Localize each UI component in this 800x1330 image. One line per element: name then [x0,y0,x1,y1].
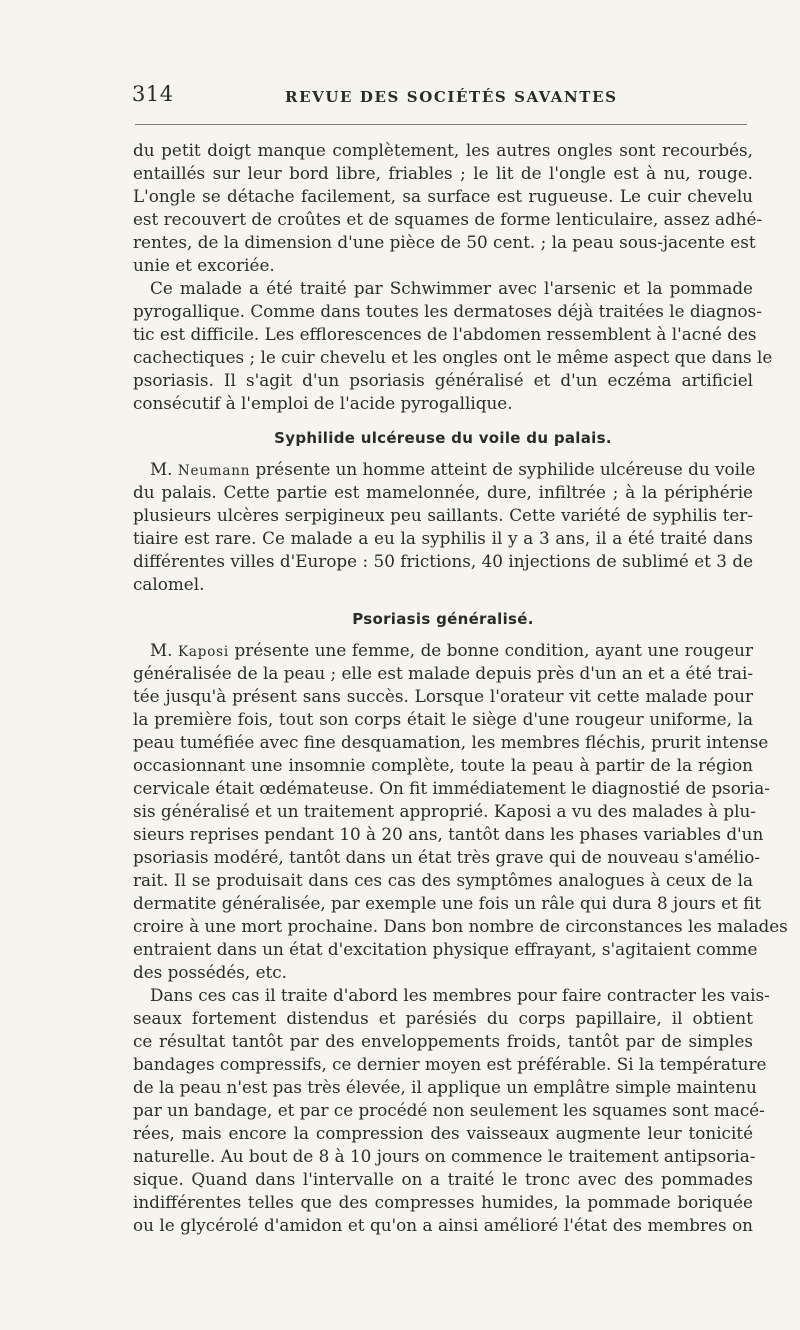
text-line: entraient dans un état d'excitation physique effrayant, s'agitaient comme [133,939,758,959]
text-line: croire à une mort prochaine. Dans bon nombre de circonstances les malades [133,916,788,936]
text-line: L'ongle se détache facilement, sa surface est rugueuse. Le cuir chevelu [133,186,753,206]
text-line: ou le glycérolé d'amidon et qu'on a ainsi amélioré l'état des membres on [133,1215,753,1235]
text-line: consécutif à l'emploi de l'acide pyrogallique. [133,393,513,413]
text-line: du petit doigt manque complètement, les autres ongles sont recourbés, [133,140,753,160]
text-line: dermatite généralisée, par exemple une fois un râle qui dura 8 jours et fit [133,893,762,913]
text-line: Dans ces cas il traite d'abord les membres pour faire contracter les vais- [150,985,770,1005]
text-line: Ce malade a été traité par Schwimmer avec l'arsenic et la pommade [150,278,753,298]
text-line: pyrogallique. Comme dans toutes les dermatoses déjà traitées le diagnos- [133,301,762,321]
text-rest: présente une femme, de bonne condition, ayant une rougeur [229,640,754,660]
text-line: ce résultat tantôt par des enveloppements froids, tantôt par de simples [133,1031,753,1051]
text-line: psoriasis modéré, tantôt dans un état très grave qui de nouveau s'amélio- [133,847,761,867]
header-rule [135,124,747,125]
text-line: naturelle. Au bout de 8 à 10 jours on commence le traitement antipsoria- [133,1146,756,1166]
running-title: REVUE DES SOCIÉTÉS SAVANTES [285,88,618,106]
text-line: rées, mais encore la compression des vaisseaux augmente leur tonicité [133,1123,753,1143]
text-line: peau tuméfiée avec fine desquamation, les membres fléchis, prurit intense [133,732,769,752]
text-line: psoriasis. Il s'agit d'un psoriasis généralisé et d'un eczéma artificiel [133,370,753,390]
text-rest: présente un homme atteint de syphilide ulcéreuse du voile [250,459,756,479]
text-line: différentes villes d'Europe : 50 frictions, 40 injections de sublimé et 3 de [133,551,753,571]
page-number: 314 [132,82,174,106]
text-line: par un bandage, et par ce procédé non seulement les squames sont macé- [133,1100,765,1120]
body-text [133,139,788,1237]
text-line: sis généralisé et un traitement approprié. Kaposi a vu des malades à plu- [133,801,756,821]
text-line-first [133,458,756,481]
text-prefix: M. [150,640,179,660]
text-line-first [133,639,753,662]
text-line: seaux fortement distendus et parésiés du corps papillaire, il obtient [133,1008,753,1028]
text-line: occasionnant une insomnie complète, toute la peau à partir de la région [133,755,753,775]
text-line: bandages compressifs, ce dernier moyen est préférable. Si la température [133,1054,767,1074]
text-line: plusieurs ulcères serpigineux peu saillants. Cette variété de syphilis ter- [133,505,753,525]
text-line: unie et excoriée. [133,255,275,275]
text-line: la première fois, tout son corps était le siège d'une rougeur uniforme, la [133,709,753,729]
text-line: rentes, de la dimension d'une pièce de 50 cent. ; la peau sous-jacente est [133,232,756,252]
text-line: sique. Quand dans l'intervalle on a traité le tronc avec des pommades [133,1169,753,1189]
text-line: cachectiques ; le cuir chevelu et les ongles ont le même aspect que dans le [133,347,773,367]
text-line: tic est difficile. Les efflorescences de l'abdomen ressemblent à l'acné des [133,324,757,344]
text-prefix: M. [150,459,178,479]
speaker-name: Neumann [177,463,251,479]
section-heading-psoriasis: Psoriasis généralisé. [352,610,534,628]
page-header [132,82,752,112]
text-line: sieurs reprises pendant 10 à 20 ans, tantôt dans les phases variables d'un [133,824,764,844]
text-line: calomel. [133,574,205,594]
text-line: de la peau n'est pas très élevée, il applique un emplâtre simple maintenu [133,1077,757,1097]
text-line: tée jusqu'à présent sans succès. Lorsque l'orateur vit cette malade pour [133,686,753,706]
text-line: cervicale était œdémateuse. On fit immédiatement le diagnostié de psoria- [133,778,770,798]
section-heading-syphilide: Syphilide ulcéreuse du voile du palais. [274,429,612,447]
text-line: généralisée de la peau ; elle est malade depuis près d'un an et a été trai- [133,663,754,683]
speaker-name: Kaposi [178,644,229,660]
text-line: est recouvert de croûtes et de squames de forme lenticulaire, assez adhé- [133,209,763,229]
text-line: entaillés sur leur bord libre, friables ; le lit de l'ongle est à nu, rouge. [133,163,753,183]
text-line: des possédés, etc. [133,962,287,982]
text-line: rait. Il se produisait dans ces cas des symptômes analogues à ceux de la [133,870,753,890]
text-line: indifférentes telles que des compresses humides, la pommade boriquée [133,1192,753,1212]
text-line: tiaire est rare. Ce malade a eu la syphilis il y a 3 ans, il a été traité dans [133,528,753,548]
text-line: du palais. Cette partie est mamelonnée, dure, infiltrée ; à la périphérie [133,482,753,502]
